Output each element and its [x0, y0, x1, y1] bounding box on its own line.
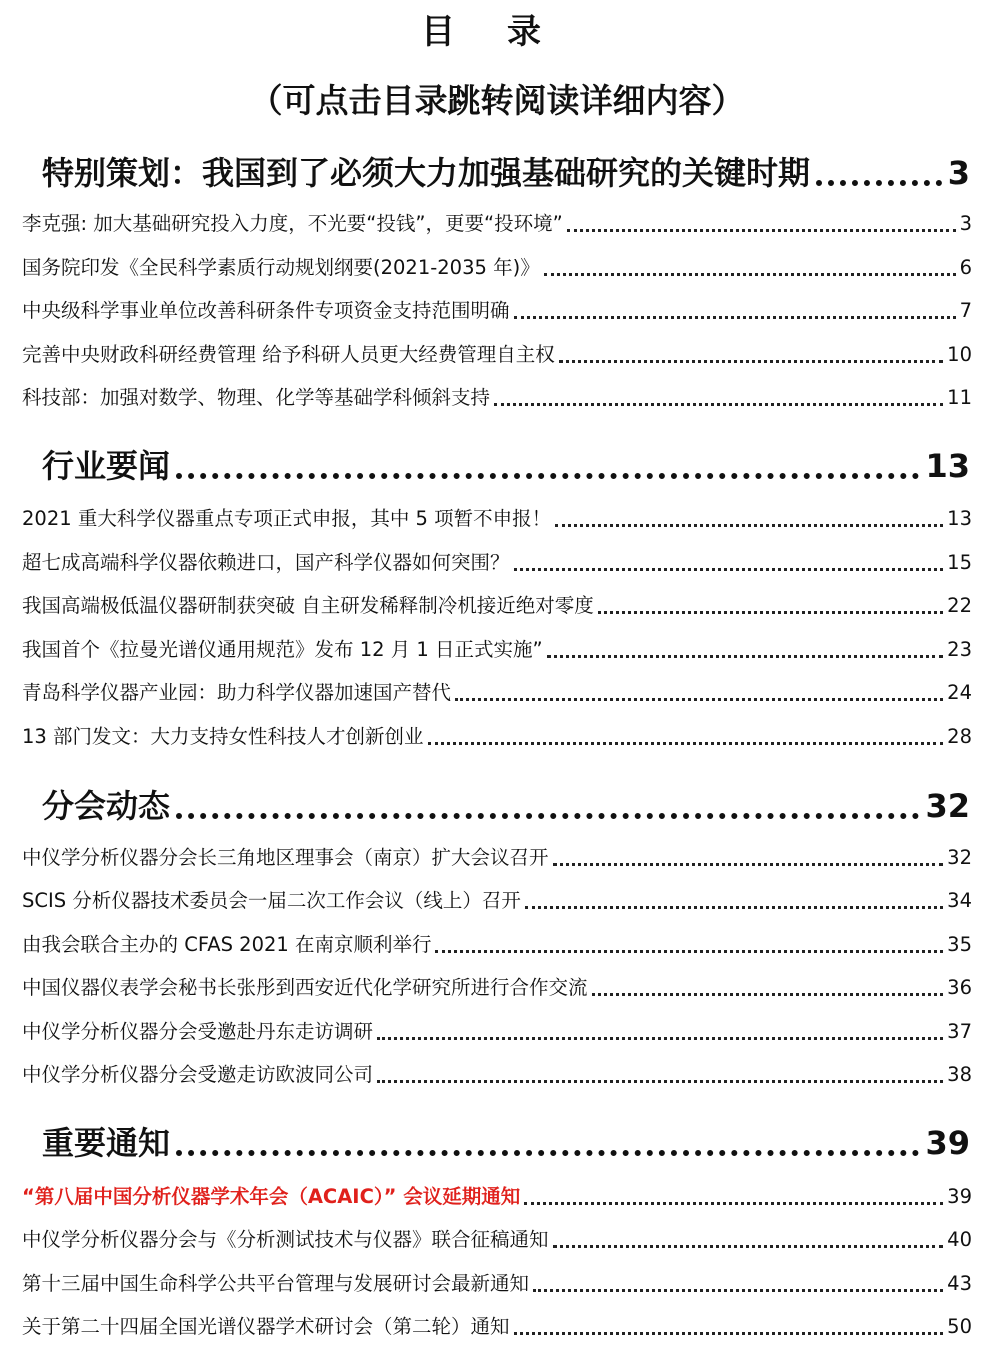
toc-entry[interactable]	[22, 928, 972, 962]
toc-entry[interactable]	[22, 633, 972, 667]
dot-leader	[553, 1245, 944, 1248]
entry-page: 23	[947, 638, 972, 661]
section-page: 32	[925, 787, 970, 825]
dot-leader	[176, 1150, 919, 1156]
entry-page: 15	[947, 551, 972, 574]
entry-title: 科技部：加强对数学、物理、化学等基础学科倾斜支持	[22, 386, 491, 409]
section-page: 39	[925, 1124, 970, 1162]
dot-leader	[547, 655, 944, 658]
entry-title: 2021 重大科学仪器重点专项正式申报，其中 5 项暂不申报！	[22, 507, 552, 530]
toc-section-4[interactable]	[42, 1120, 970, 1166]
dot-leader	[592, 993, 944, 996]
toc-entry[interactable]	[22, 1058, 972, 1092]
entry-title: 完善中央财政科研经费管理 给予科研人员更大经费管理自主权	[22, 343, 555, 366]
entry-page: 28	[947, 725, 972, 748]
toc-entry-highlighted[interactable]	[22, 1180, 972, 1214]
dot-leader	[514, 1332, 944, 1335]
entry-title: 我国高端极低温仪器研制获突破 自主研发稀释制冷机接近绝对零度	[22, 594, 594, 617]
entry-title: 中仪学分析仪器分会长三角地区理事会（南京）扩大会议召开	[22, 846, 549, 869]
dot-leader	[555, 524, 943, 527]
dot-leader	[544, 273, 956, 276]
dot-leader	[524, 1202, 943, 1205]
entry-title: 中央级科学事业单位改善科研条件专项资金支持范围明确	[22, 299, 510, 322]
toc-entry[interactable]	[22, 720, 972, 754]
entry-page: 7	[959, 299, 972, 322]
dot-leader	[377, 1080, 943, 1083]
entry-title: 由我会联合主办的 CFAS 2021 在南京顺利举行	[22, 933, 432, 956]
dot-leader	[525, 906, 943, 909]
entry-page: 34	[947, 889, 972, 912]
entry-title: 中仪学分析仪器分会受邀赴丹东走访调研	[22, 1020, 374, 1043]
dot-leader	[559, 360, 943, 363]
dot-leader	[176, 813, 919, 819]
toc-entry[interactable]	[22, 676, 972, 710]
entry-page: 22	[947, 594, 972, 617]
entry-title: 13 部门发文：大力支持女性科技人才创新创业	[22, 725, 424, 748]
entry-page: 38	[947, 1063, 972, 1086]
entry-title: 李克强: 加大基础研究投入力度，不光要“投钱”，更要“投环境”	[22, 212, 563, 235]
entry-title: 关于第二十四届全国光谱仪器学术研讨会（第二轮）通知	[22, 1315, 510, 1338]
entry-title: 第十三届中国生命科学公共平台管理与发展研讨会最新通知	[22, 1272, 530, 1295]
page-subtitle: （可点击目录跳转阅读详细内容）	[249, 81, 745, 120]
toc-entry[interactable]	[22, 884, 972, 918]
entry-page: 36	[947, 976, 972, 999]
toc-entry[interactable]	[22, 1310, 972, 1344]
dot-leader	[455, 698, 943, 701]
toc-entry[interactable]	[22, 1223, 972, 1257]
toc-entry[interactable]	[22, 546, 972, 580]
entry-page: 39	[947, 1185, 972, 1208]
entry-page: 6	[959, 256, 972, 279]
toc-section-2[interactable]	[42, 443, 970, 489]
dot-leader	[533, 1289, 943, 1292]
toc-entry[interactable]	[22, 381, 972, 415]
dot-leader	[176, 473, 919, 479]
entry-page: 11	[947, 386, 972, 409]
toc-entry[interactable]	[22, 1267, 972, 1301]
dot-leader	[514, 316, 956, 319]
dot-leader	[435, 950, 943, 953]
dot-leader	[377, 1037, 943, 1040]
toc-entry[interactable]	[22, 841, 972, 875]
section-page: 3	[947, 154, 970, 192]
toc-entry[interactable]	[22, 1015, 972, 1049]
entry-title: 青岛科学仪器产业园：助力科学仪器加速国产替代	[22, 681, 452, 704]
entry-title: “第八届中国分析仪器学术年会（ACAIC）” 会议延期通知	[22, 1185, 521, 1208]
entry-page: 50	[947, 1315, 972, 1338]
entry-page: 13	[947, 507, 972, 530]
entry-title: 中国仪器仪表学会秘书长张彤到西安近代化学研究所进行合作交流	[22, 976, 588, 999]
entry-title: 中仪学分析仪器分会受邀走访欧波同公司	[22, 1063, 374, 1086]
entry-title: SCIS 分析仪器技术委员会一届二次工作会议（线上）召开	[22, 889, 521, 912]
dot-leader	[494, 403, 943, 406]
toc-section-3[interactable]	[42, 783, 970, 829]
entry-page: 10	[947, 343, 972, 366]
dot-leader	[567, 229, 956, 232]
dot-leader	[514, 568, 944, 571]
section-title: 行业要闻	[42, 447, 171, 485]
entry-page: 3	[959, 212, 972, 235]
entry-title: 中仪学分析仪器分会与《分析测试技术与仪器》联合征稿通知	[22, 1228, 549, 1251]
toc-entry[interactable]	[22, 207, 972, 241]
toc-section-1[interactable]	[42, 150, 970, 196]
entry-page: 40	[947, 1228, 972, 1251]
page-title: 目录	[421, 12, 593, 52]
toc-entry[interactable]	[22, 251, 972, 285]
entry-page: 35	[947, 933, 972, 956]
section-title: 特别策划：我国到了必须大力加强基础研究的关键时期	[42, 154, 811, 192]
toc-entry[interactable]	[22, 502, 972, 536]
toc-entry[interactable]	[22, 589, 972, 623]
entry-page: 43	[947, 1272, 972, 1295]
entry-page: 37	[947, 1020, 972, 1043]
entry-page: 32	[947, 846, 972, 869]
entry-title: 我国首个《拉曼光谱仪通用规范》发布 12 月 1 日正式实施”	[22, 638, 543, 661]
entry-title: 超七成高端科学仪器依赖进口，国产科学仪器如何突围？	[22, 551, 510, 574]
entry-page: 24	[947, 681, 972, 704]
dot-leader	[553, 863, 944, 866]
dot-leader	[428, 742, 944, 745]
entry-title: 国务院印发《全民科学素质行动规划纲要(2021-2035 年)》	[22, 256, 540, 279]
section-page: 13	[925, 447, 970, 485]
toc-entry[interactable]	[22, 338, 972, 372]
toc-entry[interactable]	[22, 294, 972, 328]
section-title: 分会动态	[42, 787, 171, 825]
dot-leader	[816, 180, 942, 186]
toc-entry[interactable]	[22, 971, 972, 1005]
section-title: 重要通知	[42, 1124, 171, 1162]
dot-leader	[598, 611, 943, 614]
